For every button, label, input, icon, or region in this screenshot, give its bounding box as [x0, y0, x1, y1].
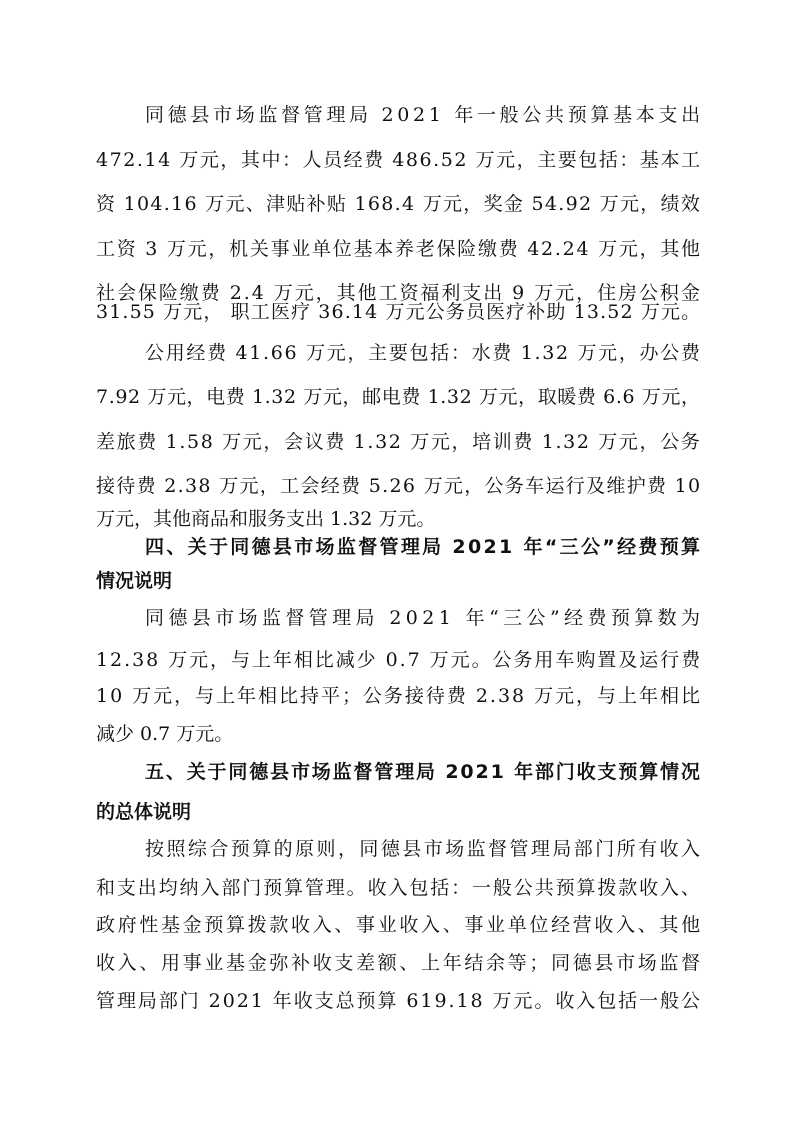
line-text: 管理局部门 2021 年收支总预算 619.18 万元。收入包括一般公: [96, 990, 702, 1012]
section-heading: [0, 797, 793, 827]
line-text: 差旅费 1.58 万元，会议费 1.32 万元，培训费 1.32 万元，公务: [96, 431, 702, 453]
paragraph-line: [0, 471, 793, 501]
heading-text: 五、关于同德县市场监督管理局 2021 年部门收支预算情况: [145, 761, 702, 783]
paragraph-line: [0, 873, 793, 903]
heading-text: 四、关于同德县市场监督管理局 2021 年“三公”经费预算: [145, 536, 703, 558]
section-heading: [0, 532, 793, 562]
paragraph-line: [0, 234, 793, 264]
line-text: 31.55 万元， 职工医疗 36.14 万元公务员医疗补助 13.52 万元。: [96, 301, 702, 323]
paragraph-line: [0, 603, 793, 633]
line-text: 10 万元，与上年相比持平；公务接待费 2.38 万元，与上年相比: [96, 685, 702, 707]
line-text: 472.14 万元，其中：人员经费 486.52 万元，主要包括：基本工: [96, 149, 702, 171]
paragraph-line: [0, 427, 793, 457]
paragraph-line: [0, 100, 793, 130]
paragraph-line: [0, 382, 793, 412]
line-text: 工资 3 万元，机关事业单位基本养老保险缴费 42.24 万元，其他: [96, 238, 702, 260]
heading-text: 的总体说明: [96, 801, 192, 823]
paragraph-line: [0, 910, 793, 940]
section-heading: [0, 757, 793, 787]
line-text: 按照综合预算的原则，同德县市场监督管理局部门所有收入: [145, 838, 703, 860]
line-text: 政府性基金预算拨款收入、事业收入、事业单位经营收入、其他: [96, 914, 703, 936]
paragraph-line: [0, 504, 793, 534]
paragraph-line: [0, 986, 793, 1016]
line-text: 收入、用事业基金弥补收支差额、上年结余等；同德县市场监督: [96, 952, 703, 974]
line-text: 万元，其他商品和服务支出 1.32 万元。: [96, 508, 436, 530]
paragraph-line: [0, 681, 793, 711]
line-text: 12.38 万元，与上年相比减少 0.7 万元。公务用车购置及运行费: [96, 649, 703, 671]
paragraph-line: [0, 189, 793, 219]
paragraph-line: [0, 145, 793, 175]
line-text: 同德县市场监督管理局 2021 年一般公共预算基本支出: [145, 104, 704, 126]
paragraph-line: [0, 948, 793, 978]
line-text: 和支出均纳入部门预算管理。收入包括：一般公共预算拨款收入、: [96, 877, 702, 899]
line-text: 资 104.16 万元、津贴补贴 168.4 万元，奖金 54.92 万元，绩效: [96, 193, 702, 215]
line-text: 减少 0.7 万元。: [96, 723, 234, 745]
line-text: 7.92 万元，电费 1.32 万元，邮电费 1.32 万元，取暖费 6.6 万元，: [96, 386, 701, 408]
line-text: 同德县市场监督管理局 2021 年“三公”经费预算数为: [145, 607, 705, 629]
line-text: 接待费 2.38 万元，工会经费 5.26 万元，公务车运行及维护费 10: [96, 475, 702, 497]
paragraph-line: [0, 338, 793, 368]
paragraph-line: [0, 719, 793, 749]
section-heading: [0, 566, 793, 596]
line-text: 社会保险缴费 2.4 万元，其他工资福利支出 9 万元，住房公积金: [96, 282, 702, 304]
line-text: 公用经费 41.66 万元，主要包括：水费 1.32 万元，办公费: [145, 342, 702, 364]
heading-text: 情况说明: [96, 570, 173, 592]
paragraph-line: [0, 645, 793, 675]
paragraph-line: [0, 297, 793, 327]
paragraph-line: [0, 834, 793, 864]
